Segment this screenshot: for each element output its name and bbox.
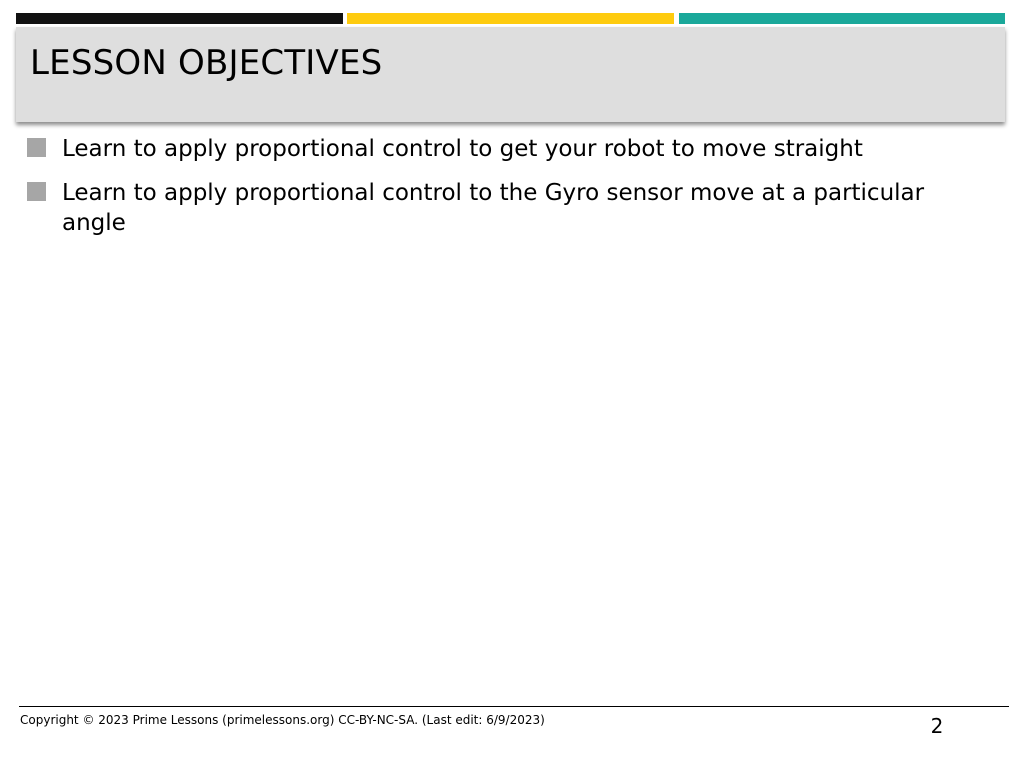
accent-bar-black [16, 13, 343, 24]
square-bullet-icon [27, 138, 46, 157]
accent-bar-teal [679, 13, 1005, 24]
objective-text: Learn to apply proportional control to get your robot to move straight [62, 136, 863, 162]
square-bullet-icon [27, 182, 46, 201]
footer-divider [19, 706, 1009, 707]
objectives-list [26, 134, 976, 252]
objective-item [26, 134, 976, 164]
objective-item [26, 178, 976, 238]
accent-bar-yellow [347, 13, 674, 24]
title-box [16, 27, 1005, 122]
slide-title: LESSON OBJECTIVES [30, 43, 383, 83]
page-number: 2 [930, 714, 944, 738]
objective-text: Learn to apply proportional control to the Gyro sensor move at a particular angle [62, 180, 925, 236]
footer-copyright: Copyright © 2023 Prime Lessons (primelessons.org) CC-BY-NC-SA. (Last edit: 6/9/2023) [20, 713, 545, 727]
